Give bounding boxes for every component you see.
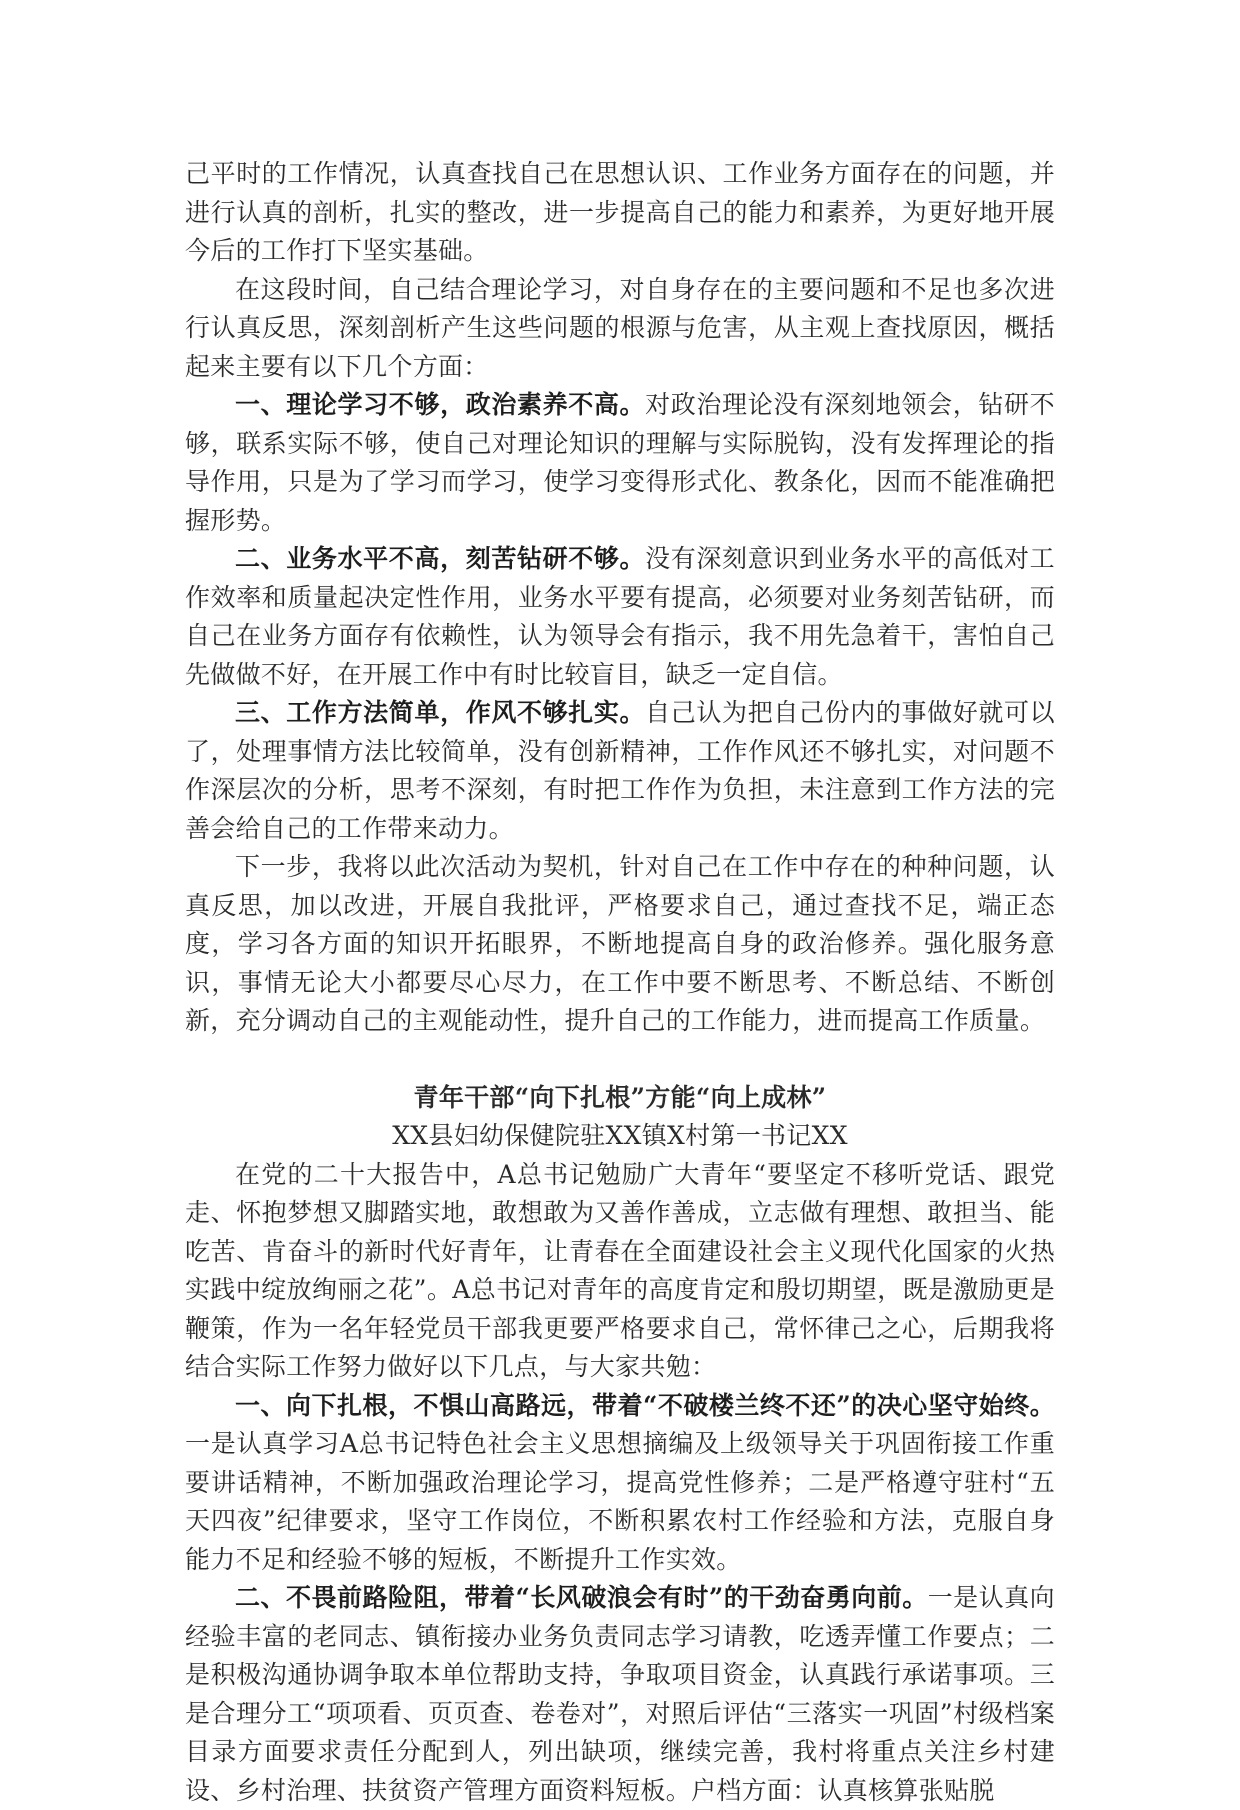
paragraph-continuation bbox=[185, 155, 1055, 271]
paragraph-article-intro bbox=[185, 1156, 1055, 1387]
point-text: 自己认为把自己份内的事做好就可以了，处理事情方法比较简单，没有创新精神，工作作风还不够扎实，对问题不作深层次的分析，思考不深刻，有时把工作作为负担，未注意到工作方法的完善会给自己的工作带来动力。 bbox=[185, 698, 1055, 843]
point-text: 没有深刻意识到业务水平的高低对工作效率和质量起决定性作用，业务水平要有提高，必须要对业务刻苦钻研，而自己在业务方面存有依赖性，认为领导会有指示，我不用先急着干，害怕自己先做做不好，在开展工作中有时比较盲目，缺乏一定自信。 bbox=[185, 544, 1055, 689]
paragraph-text: 己平时的工作情况，认真查找自己在思想认识、工作业务方面存在的问题，并进行认真的剖析，扎实的整改，进一步提高自己的能力和素养，为更好地开展今后的工作打下坚实基础。 bbox=[185, 159, 1055, 265]
paragraph-text: 在这段时间，自己结合理论学习，对自身存在的主要问题和不足也多次进行认真反思，深刻剖析产生这些问题的根源与危害，从主观上查找原因，概括起来主要有以下几个方面： bbox=[185, 274, 1055, 381]
paragraph-point-3 bbox=[185, 694, 1055, 848]
point-text: 一是认真学习A总书记特色社会主义思想摘编及上级领导关于巩固衔接工作重要讲话精神，不断加强政治理论学习，提高党性修养；二是严格遵守驻村“五天四夜”纪律要求，坚守工作岗位，不断积累农村工作经验和方法，克服自身能力不足和经验不够的短板，不断提升工作实效。 bbox=[185, 1429, 1055, 1574]
paragraph-article-point-1 bbox=[185, 1387, 1055, 1580]
point-heading: 一、向下扎根，不惧山高路远，带着“不破楼兰终不还”的决心坚守始终。 bbox=[235, 1390, 1055, 1420]
point-heading: 三、工作方法简单，作风不够扎实。 bbox=[235, 698, 646, 727]
article-title: 青年干部“向下扎根”方能“向上成林” bbox=[413, 1082, 827, 1112]
paragraph-text: 在党的二十大报告中，A总书记勉励广大青年“要坚定不移听党话、跟党走、怀抱梦想又脚踏实地，敢想敢为又善作善成，立志做有理想、敢担当、能吃苦、肯奋斗的新时代好青年，让青春在全面建设社会主义现代化国家的火热实践中绽放绚丽之花”。A总书记对青年的高度肯定和殷切期望，既是激励更是鞭策，作为一名年轻党员干部我更要严格要求自己，常怀律己之心，后期我将结合实际工作努力做好以下几点，与大家共勉： bbox=[185, 1159, 1055, 1381]
paragraph-point-2 bbox=[185, 540, 1055, 694]
paragraph-point-1 bbox=[185, 386, 1055, 540]
document-body bbox=[185, 155, 1055, 1810]
point-heading: 二、不畏前路险阻，带着“长风破浪会有时”的干劲奋勇向前。 bbox=[235, 1583, 928, 1612]
paragraph-intro bbox=[185, 271, 1055, 387]
point-text: 一是认真向经验丰富的老同志、镇衔接办业务负责同志学习请教，吃透弄懂工作要点；二是积极沟通协调争取本单位帮助支持，争取项目资金，认真践行承诺事项。三是合理分工“项项看、页页查、卷卷对”，对照后评估“三落实一巩固”村级档案目录方面要求责任分配到人，列出缺项，继续完善，我村将重点关注乡村建设、乡村治理、扶贫资产管理方面资料短板。户档方面：认真核算张贴脱 bbox=[185, 1583, 1055, 1805]
section-gap bbox=[185, 1041, 1055, 1079]
point-heading: 一、理论学习不够，政治素养不高。 bbox=[235, 390, 646, 419]
article-byline: XX县妇幼保健院驻XX镇X村第一书记XX bbox=[392, 1121, 848, 1150]
paragraph-text: 下一步，我将以此次活动为契机，针对自己在工作中存在的种种问题，认真反思，加以改进，开展自我批评，严格要求自己，通过查找不足，端正态度，学习各方面的知识开拓眼界，不断地提高自身的政治修养。强化服务意识，事情无论大小都要尽心尽力，在工作中要不断思考、不断总结、不断创新，充分调动自己的主观能动性，提升自己的工作能力，进而提高工作质量。 bbox=[185, 852, 1055, 1035]
point-text: 对政治理论没有深刻地领会，钻研不够，联系实际不够，使自己对理论知识的理解与实际脱钩，没有发挥理论的指导作用，只是为了学习而学习，使学习变得形式化、教条化，因而不能准确把握形势。 bbox=[185, 390, 1055, 535]
paragraph-article-point-2 bbox=[185, 1579, 1055, 1810]
paragraph-next-step bbox=[185, 848, 1055, 1041]
point-heading: 二、业务水平不高，刻苦钻研不够。 bbox=[235, 544, 646, 573]
